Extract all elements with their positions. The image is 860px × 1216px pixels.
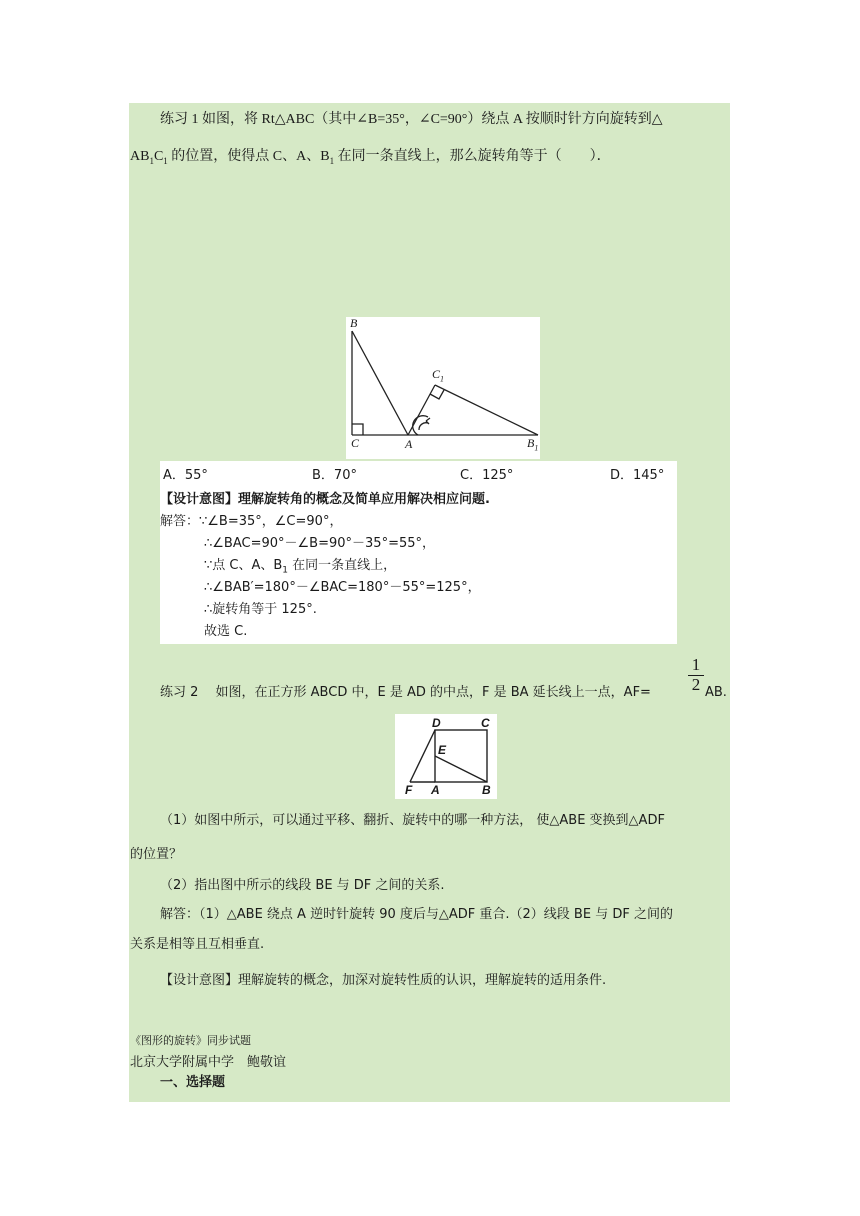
design-intent-1: 【设计意图】理解旋转角的概念及简单应用解决相应问题. [160, 492, 490, 507]
option-d: D．145° [610, 468, 665, 483]
section-heading: 一、选择题 [160, 1075, 226, 1090]
solution-line-4: ∴∠BAB′=180°－∠BAC=180°－55°=125°， [204, 580, 481, 595]
label-F: F [405, 783, 413, 797]
label-A-square: A [431, 783, 440, 797]
option-c: C．125° [460, 468, 514, 483]
rotation-triangle-figure [346, 317, 540, 459]
solution-line-2: ∴∠BAC=90°－∠B=90°－35°=55°， [204, 536, 436, 551]
option-b: B．70° [312, 468, 357, 483]
question-1-line-1: （1）如图中所示，可以通过平移、翻折、旋转中的哪一种方法， 使△ABE 变换到△ADF [160, 813, 665, 828]
exercise-1-line-2: $AB_1C_1$ 的位置，使得点 C、A、$B_1$ 在同一条直线上，那么旋转角等于（ ）． [130, 149, 611, 166]
exercise-2-line-1-end: AB. [705, 685, 727, 700]
answer-line-1: 解答：（1）△ABE 绕点 A 逆时针旋转 90 度后与△ADF 重合.（2）线段 BE 与 DF 之间的 [160, 907, 673, 922]
solution-box [160, 461, 677, 644]
label-A: A [405, 437, 413, 451]
label-B1: $B_1$ [527, 436, 539, 453]
exercise-1-line-1: 练习 1 如图，将 Rt△ABC（其中∠B=35°，∠C=90°）绕点 A 按顺时针方向旋转到△ [160, 112, 663, 127]
answer-line-2: 关系是相等且互相垂直. [130, 937, 265, 952]
label-D: D [432, 716, 441, 730]
solution-line-6: 故选 C. [204, 624, 248, 639]
solution-line-5: ∴旋转角等于 125°. [204, 602, 317, 617]
label-C-square: C [481, 716, 490, 730]
option-a: A．55° [163, 468, 208, 483]
label-B-square: B [482, 783, 491, 797]
source-title: 《图形的旋转》同步试题 [130, 1034, 251, 1047]
label-B: B [350, 316, 358, 330]
author-line: 北京大学附属中学 鲍敬谊 [130, 1055, 287, 1070]
fraction-one-half: 1 2 [688, 656, 704, 694]
label-E: E [438, 743, 447, 757]
label-C1: $C_1$ [432, 367, 445, 384]
design-intent-2: 【设计意图】理解旋转的概念，加深对旋转性质的认识，理解旋转的适用条件. [160, 973, 607, 988]
exercise-2-line-1: 练习 2 如图，在正方形 ABCD 中，E 是 AD 的中点，F 是 BA 延长线上一点，AF= [160, 685, 651, 700]
square-figure [395, 714, 497, 799]
solution-line-1: 解答：∵∠B=35°，∠C=90°， [160, 514, 343, 529]
solution-line-3: ∵点 C、A、$B_1$ 在同一条直线上， [204, 558, 397, 576]
label-C: C [351, 436, 360, 450]
question-1-line-2: 的位置？ [130, 847, 183, 862]
question-2: （2）指出图中所示的线段 BE 与 DF 之间的关系. [160, 878, 445, 893]
